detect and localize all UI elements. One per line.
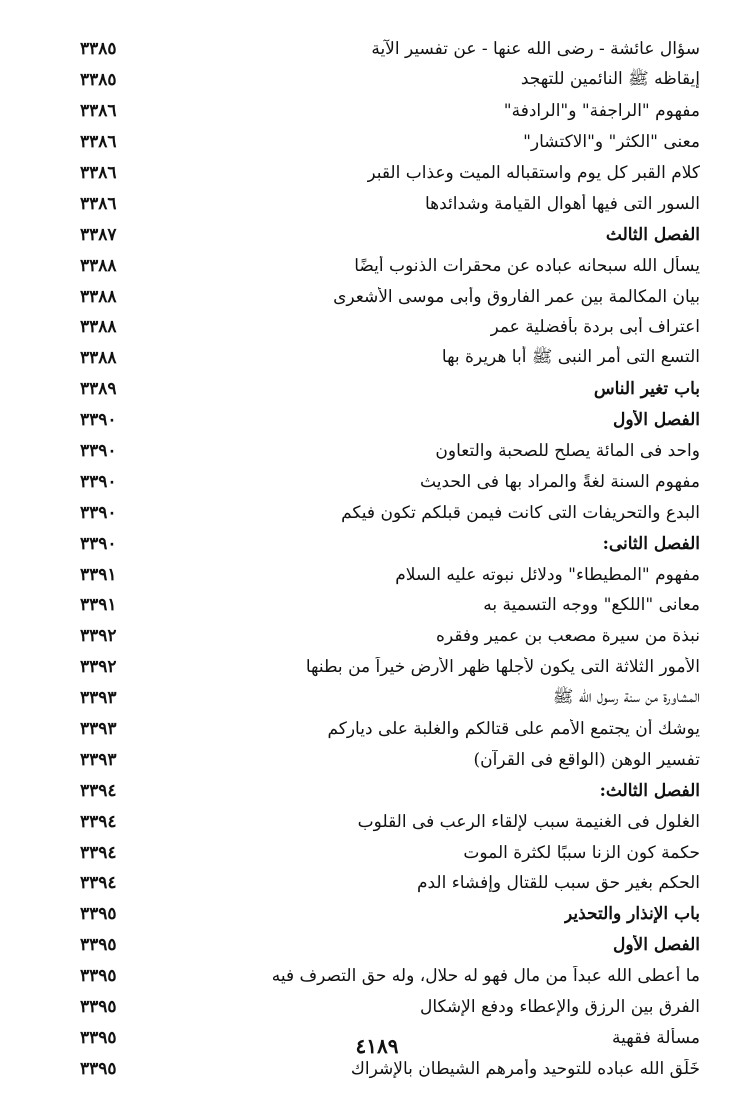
toc-entry-page: ٣٣٨٨ <box>80 348 117 369</box>
toc-entry <box>80 281 700 312</box>
toc-entry-page: ٣٣٩٣ <box>80 688 117 709</box>
toc-entry <box>80 188 700 219</box>
toc-entry-title: الحكم بغير حق سبب للقتال وإفشاء الدم <box>416 873 700 894</box>
toc-entry-page: ٣٣٨٨ <box>80 255 117 276</box>
toc-entry <box>80 219 700 250</box>
toc-entry <box>80 405 700 436</box>
toc-entry-page: ٣٣٨٨ <box>80 286 117 307</box>
toc-entry <box>80 837 700 868</box>
toc-entry-title: ما أعطى الله عبداً من مال فهو له حلال، وله حق التصرف فيه <box>271 966 700 987</box>
toc-entry-page: ٣٣٩٠ <box>80 410 117 431</box>
toc-entry-title: التسع التى أمر النبى ﷺ أبا هريرة بها <box>441 346 700 367</box>
toc-entry <box>80 683 700 714</box>
toc-section-heading: الفصل الأول <box>612 935 700 956</box>
toc-section-heading: الفصل الثانى: <box>602 533 700 554</box>
toc-entry-title: المشاورة من سنة رسول الله ﷺ <box>552 686 700 707</box>
toc-entry <box>80 158 700 189</box>
toc-entry-title: واحد فى المائة يصلح للصحبة والتعاون <box>435 441 700 462</box>
toc-entry-page: ٣٣٩٣ <box>80 749 117 770</box>
toc-entry <box>80 714 700 745</box>
toc-entry-title: تفسير الوهن (الواقع فى القرآن) <box>473 749 700 770</box>
toc-entry-title: اعتراف أبى بردة بأفضلية عمر <box>490 317 700 338</box>
toc-entry <box>80 899 700 930</box>
toc-entry <box>80 868 700 899</box>
toc-entry <box>80 559 700 590</box>
toc-entry-page: ٣٣٩٥ <box>80 1027 117 1048</box>
toc-entry-title: يوشك أن يجتمع الأمم على قتالكم والغلبة على دياركم <box>327 719 700 740</box>
toc-entry-page: ٣٣٨٧ <box>80 224 117 245</box>
toc-entry-title: مفهوم السنة لغةً والمراد بها فى الحديث <box>420 471 700 492</box>
toc-entry <box>80 65 700 96</box>
toc-entry-page: ٣٣٩٥ <box>80 1058 117 1079</box>
toc-entry-title: مسألة فقهية <box>612 1027 700 1048</box>
toc-section-heading: باب الإنذار والتحذير <box>563 904 700 925</box>
toc-entry-page: ٣٣٩٠ <box>80 502 117 523</box>
toc-entry-title: حكمة كون الزنا سببًا لكثرة الموت <box>463 842 700 863</box>
toc-entry-page: ٣٣٨٨ <box>80 317 117 338</box>
toc-entry-page: ٣٣٩٣ <box>80 719 117 740</box>
toc-entry-title: إيقاظه ﷺ النائمين للتهجد <box>520 68 700 89</box>
page-number: ٤١٨٩ <box>355 1034 399 1058</box>
toc-entry <box>80 621 700 652</box>
toc-entry <box>80 374 700 405</box>
toc-section-heading: الفصل الأول <box>612 410 700 431</box>
toc-entry-page: ٣٣٩٤ <box>80 873 117 894</box>
toc-entry <box>80 528 700 559</box>
toc-entry <box>80 744 700 775</box>
toc-entry-title: بيان المكالمة بين عمر الفاروق وأبى موسى الأشعرى <box>333 286 700 307</box>
toc-entry-page: ٣٣٩٠ <box>80 471 117 492</box>
toc-entry-title: الفرق بين الرزق والإعطاء ودفع الإشكال <box>419 997 700 1018</box>
toc-entry-page: ٣٣٩٠ <box>80 533 117 554</box>
toc-entry-page: ٣٣٨٦ <box>80 163 117 183</box>
toc-entry-title: السور التى فيها أهوال القيامة وشدائدها <box>424 193 700 214</box>
toc-entry <box>80 343 700 374</box>
toc-entry-page: ٣٣٩٥ <box>80 997 117 1018</box>
toc-entry <box>80 34 700 65</box>
toc-entry <box>80 992 700 1023</box>
toc-entry-page: ٣٣٩١ <box>80 595 117 616</box>
toc-entry-page: ٣٣٩١ <box>80 564 117 585</box>
toc-entry <box>80 590 700 621</box>
toc-entry-page: ٣٣٩٠ <box>80 441 117 462</box>
toc-entry <box>80 961 700 992</box>
table-of-contents <box>80 34 700 1084</box>
toc-entry-page: ٣٣٨٦ <box>80 132 117 153</box>
toc-entry <box>80 466 700 497</box>
toc-entry-title: مفهوم "الراجفة" و"الرادفة" <box>503 101 700 122</box>
toc-entry-title: سؤال عائشة - رضى الله عنها - عن تفسير الآية <box>371 39 700 60</box>
toc-entry <box>80 127 700 158</box>
toc-entry-title: كلام القبر كل يوم واستقباله الميت وعذاب القبر <box>367 163 700 183</box>
toc-entry-title: الأمور الثلاثة التى يكون لأجلها ظهر الأرض خيراً من بطنها <box>305 657 700 678</box>
toc-entry-page: ٣٣٩٤ <box>80 842 117 863</box>
toc-entry-page: ٣٣٨٦ <box>80 193 117 214</box>
toc-entry-title: معنى "الكثر" و"الاكتشار" <box>523 132 700 153</box>
toc-entry <box>80 775 700 806</box>
toc-entry <box>80 1053 700 1084</box>
toc-entry-title: الغلول فى الغنيمة سبب لإلقاء الرعب فى القلوب <box>357 811 700 832</box>
toc-entry-title: معانى "اللكع" ووجه التسمية به <box>483 595 700 616</box>
toc-entry-title: يسأل الله سبحانه عباده عن محقرات الذنوب أيضًا <box>354 255 700 276</box>
toc-section-heading: الفصل الثالث: <box>599 780 700 801</box>
toc-entry <box>80 436 700 467</box>
toc-entry <box>80 806 700 837</box>
toc-entry-title: مفهوم "المطيطاء" ودلائل نبوته عليه السلام <box>395 564 700 585</box>
toc-entry <box>80 652 700 683</box>
toc-entry-title: خَلَق الله عباده للتوحيد وأمرهم الشيطان بالإشراك <box>350 1058 700 1079</box>
toc-entry-page: ٣٣٨٥ <box>80 70 117 91</box>
toc-section-heading: الفصل الثالث <box>605 224 700 245</box>
toc-entry-page: ٣٣٩٢ <box>80 626 117 647</box>
toc-entry-page: ٣٣٩٥ <box>80 935 117 956</box>
toc-entry <box>80 930 700 961</box>
toc-entry-page: ٣٣٩٤ <box>80 780 117 801</box>
toc-entry-page: ٣٣٩٥ <box>80 904 117 925</box>
toc-entry-page: ٣٣٩٤ <box>80 811 117 832</box>
toc-entry-title: البدع والتحريفات التى كانت فيمن قبلكم تكون فيكم <box>341 502 700 523</box>
toc-entry-page: ٣٣٨٦ <box>80 101 117 122</box>
toc-entry-page: ٣٣٩٢ <box>80 657 117 678</box>
toc-entry <box>80 312 700 343</box>
toc-entry <box>80 497 700 528</box>
toc-entry-page: ٣٣٨٩ <box>80 379 117 400</box>
toc-entry-page: ٣٣٨٥ <box>80 39 117 60</box>
toc-entry <box>80 96 700 127</box>
toc-entry-title: نبذة من سيرة مصعب بن عمير وفقره <box>436 626 700 647</box>
toc-entry <box>80 250 700 281</box>
toc-section-heading: باب تغير الناس <box>593 379 700 400</box>
toc-entry-page: ٣٣٩٥ <box>80 966 117 987</box>
